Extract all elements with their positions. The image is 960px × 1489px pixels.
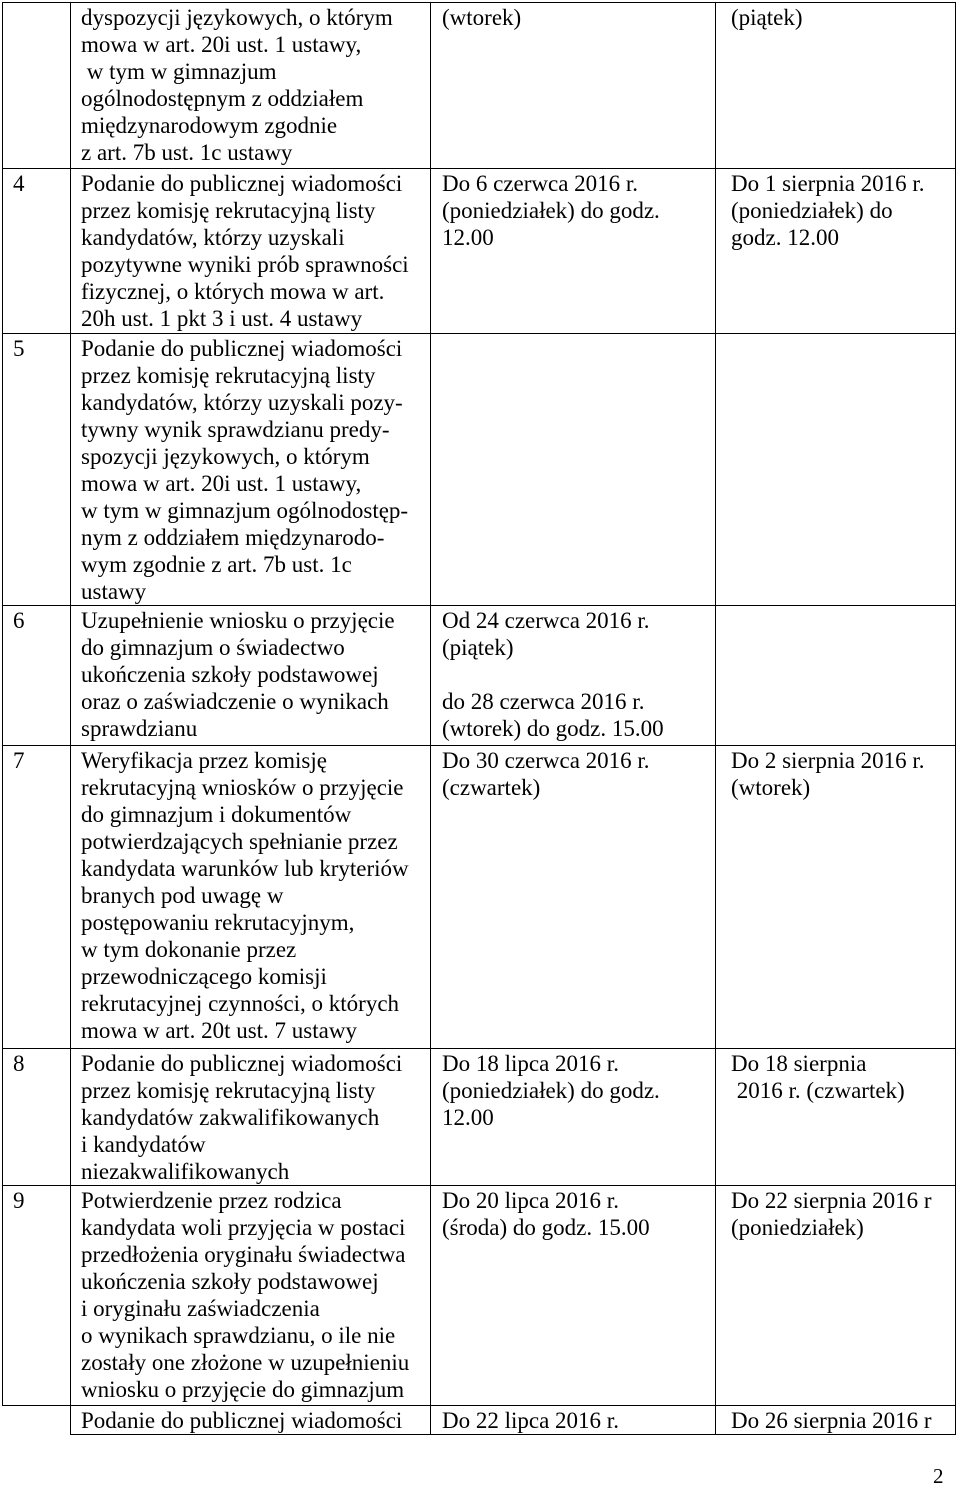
table-row xyxy=(3,1406,956,1435)
date-column-2-cell: Do 18 sierpnia 2016 r. (czwartek) xyxy=(716,1049,956,1186)
table-row xyxy=(3,3,956,169)
row-number: 8 xyxy=(3,1049,71,1186)
row-number: 4 xyxy=(3,169,71,334)
row-description: Podanie do publicznej wiadomości xyxy=(71,1406,431,1435)
table-row xyxy=(3,334,956,606)
date-column-1-cell: Do 18 lipca 2016 r. (poniedziałek) do godz. 12.00 xyxy=(431,1049,716,1186)
date-column-1-cell: Do 30 czerwca 2016 r. (czwartek) xyxy=(431,746,716,1049)
row-description: Uzupełnienie wniosku o przyjęcie do gimnazjum o świadectwo ukończenia szkoły podstawowej oraz o zaświadczenie o wynikach sprawdzianu xyxy=(71,606,431,746)
table-row xyxy=(3,1186,956,1406)
date-column-1-cell: (wtorek) xyxy=(431,3,716,169)
date-column-1-cell: Do 6 czerwca 2016 r. (poniedziałek) do godz. 12.00 xyxy=(431,169,716,334)
table-row xyxy=(3,1049,956,1186)
table-row xyxy=(3,606,956,746)
row-number xyxy=(3,1406,71,1435)
schedule-table xyxy=(2,2,956,1435)
row-description: Potwierdzenie przez rodzica kandydata woli przyjęcia w postaci przedłożenia oryginału świadectwa ukończenia szkoły podstawowej i oryginału zaświadczenia o wynikach sprawdzianu, o ile nie zostały one złożone w uzupełnieniu wniosku o przyjęcie do gimnazjum xyxy=(71,1186,431,1406)
row-number xyxy=(3,3,71,169)
row-description: Weryfikacja przez komisję rekrutacyjną wniosków o przyjęcie do gimnazjum i dokumentów potwierdzających spełnianie przez kandydata warunków lub kryteriów branych pod uwagę w postępowaniu rekrutacyjnym, w tym dokonanie przez przewodniczącego komisji rekrutacyjnej czynności, o których mowa w art. 20t ust. 7 ustawy xyxy=(71,746,431,1049)
date-column-1-cell: Do 20 lipca 2016 r. (środa) do godz. 15.00 xyxy=(431,1186,716,1406)
date-column-2-cell: (piątek) xyxy=(716,3,956,169)
date-column-2-cell xyxy=(716,606,956,746)
row-number: 7 xyxy=(3,746,71,1049)
row-number: 6 xyxy=(3,606,71,746)
page-number: 2 xyxy=(933,1464,944,1488)
row-description: Podanie do publicznej wiadomości przez komisję rekrutacyjną listy kandydatów, którzy uzyskali pozytywne wyniki prób sprawności fizycznej, o których mowa w art. 20h ust. 1 pkt 3 i ust. 4 ustawy xyxy=(71,169,431,334)
table-row xyxy=(3,746,956,1049)
date-column-2-cell: Do 26 sierpnia 2016 r xyxy=(716,1406,956,1435)
table-row xyxy=(3,169,956,334)
date-column-1-cell xyxy=(431,334,716,606)
row-description: Podanie do publicznej wiadomości przez komisję rekrutacyjną listy kandydatów, którzy uzyskali pozy- tywny wynik sprawdzianu predy- spozycji językowych, o którym mowa w art. 20i ust. 1 ustawy, w tym w gimnazjum ogólnodostęp- nym z oddziałem międzynarodo- wym zgodnie z art. 7b ust. 1c ustawy xyxy=(71,334,431,606)
date-column-2-cell xyxy=(716,334,956,606)
row-description: dyspozycji językowych, o którym mowa w art. 20i ust. 1 ustawy, w tym w gimnazjum ogólnodostępnym z oddziałem międzynarodowym zgodnie z art. 7b ust. 1c ustawy xyxy=(71,3,431,169)
date-column-1-cell: Do 22 lipca 2016 r. xyxy=(431,1406,716,1435)
date-column-2-cell: Do 1 sierpnia 2016 r. (poniedziałek) do godz. 12.00 xyxy=(716,169,956,334)
row-description: Podanie do publicznej wiadomości przez komisję rekrutacyjną listy kandydatów zakwalifikowanych i kandydatów niezakwalifikowanych xyxy=(71,1049,431,1186)
row-number: 5 xyxy=(3,334,71,606)
row-number: 9 xyxy=(3,1186,71,1406)
date-column-1-cell: Od 24 czerwca 2016 r. (piątek) do 28 czerwca 2016 r. (wtorek) do godz. 15.00 xyxy=(431,606,716,746)
date-column-2-cell: Do 2 sierpnia 2016 r. (wtorek) xyxy=(716,746,956,1049)
date-column-2-cell: Do 22 sierpnia 2016 r (poniedziałek) xyxy=(716,1186,956,1406)
